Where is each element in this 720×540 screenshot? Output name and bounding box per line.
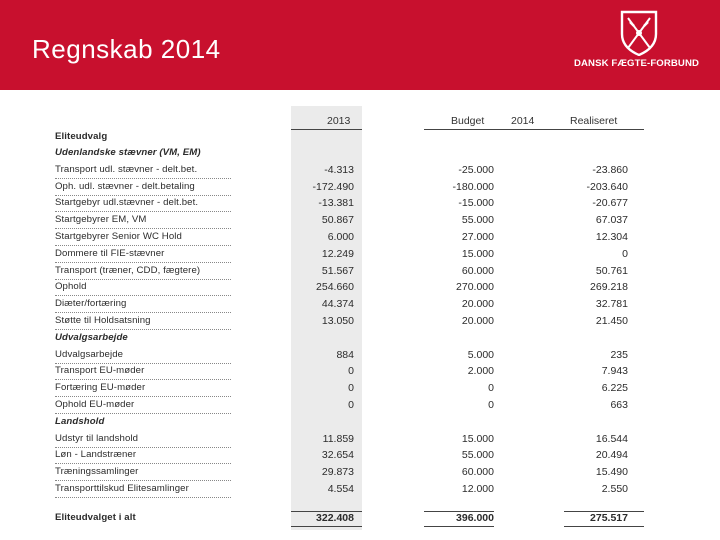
row-value-2013: 0 [348,399,354,411]
row-value-realized: 0 [622,247,628,260]
subsection-label: Udenlandske stævner (VM, EM) [55,147,201,158]
row-value-budget: -15.000 [458,197,494,210]
row-value-budget: 270.000 [456,281,494,294]
total-realized: 275.517 [590,512,628,524]
table-row [44,381,644,397]
row-value-budget: 55.000 [461,449,494,462]
row-value-2013: -172.490 [312,180,354,193]
subsection-label: Landshold [55,415,105,427]
row-value-budget: 27.000 [461,231,494,243]
row-value-2013: 32.654 [321,449,354,462]
row-value-2013: 4.554 [327,483,354,495]
row-value-budget: -180.000 [452,180,494,193]
row-value-budget: 20.000 [461,298,494,311]
row-value-2013: 13.050 [321,315,354,327]
row-value-realized: 21.450 [595,315,628,327]
row-value-2013: -4.313 [324,163,354,176]
row-label: Startgebyrer Senior WC Hold [55,231,182,242]
row-label: Udstyr til landshold [55,432,139,444]
row-label: Dommere til FIE-stævner [55,247,165,259]
subsection-heading [44,415,644,431]
row-value-realized: 20.494 [595,449,628,462]
row-value-budget: 12.000 [461,483,494,495]
row-value-budget: 0 [488,399,494,411]
row-value-realized: -23.860 [592,163,628,176]
row-label: Diæter/fortæring [55,298,127,310]
subsection-heading [44,331,644,347]
row-value-2013: 254.660 [316,281,354,294]
table-row [44,213,644,229]
row-divider [55,497,231,498]
row-label: Oph. udl. stævner - delt.betaling [55,180,195,192]
total-row [44,511,644,527]
section-heading [44,130,644,146]
row-label: Ophold [55,281,87,293]
table-row [44,180,644,196]
subsection-label: Udvalgsarbejde [55,331,128,343]
fencing-shield-logo-icon [616,8,662,56]
row-label: Støtte til Holdsatsning [55,315,151,326]
row-value-budget: 5.000 [467,348,494,361]
row-value-budget: 55.000 [461,214,494,227]
table-row [44,247,644,263]
table-row [44,163,644,179]
subsection-heading [44,146,644,162]
table-row [44,314,644,330]
row-label: Løn - Landstræner [55,449,137,461]
row-value-2013: 50.867 [321,214,354,227]
row-value-budget: 20.000 [461,315,494,327]
row-value-budget: 15.000 [461,432,494,445]
table-row [44,348,644,364]
row-value-realized: 67.037 [595,214,628,227]
table-row [44,482,644,498]
total-2013: 322.408 [316,512,354,524]
table-row [44,448,644,464]
total-label: Eliteudvalget i alt [55,512,136,523]
table-row [44,465,644,481]
row-value-budget: 2.000 [467,365,494,378]
row-label: Startgebyrer EM, VM [55,214,147,226]
row-value-realized: 269.218 [590,281,628,294]
row-value-realized: -203.640 [586,180,628,193]
table-row [44,364,644,380]
row-label: Transport (træner, CDD, fægtere) [55,264,201,276]
row-value-realized: 15.490 [595,466,628,479]
table-row [44,264,644,280]
row-value-realized: 7.943 [601,365,628,378]
row-value-2013: 0 [348,382,354,395]
slide-title: Regnskab 2014 [32,34,221,64]
total-double-rule-2013 [291,526,362,527]
row-value-budget: 0 [488,382,494,395]
row-value-2013: 0 [348,365,354,378]
header-2013: 2013 [327,115,351,127]
brand-name: DANSK FÆGTE-FORBUND [574,58,700,69]
row-label: Udvalgsarbejde [55,348,124,360]
row-value-realized: 16.544 [595,432,628,445]
row-label: Fortæring EU-møder [55,382,146,394]
row-label: Træningssamlinger [55,466,139,478]
row-value-budget: -25.000 [458,163,494,176]
row-label: Ophold EU-møder [55,399,135,410]
row-value-budget: 60.000 [461,264,494,277]
row-value-realized: 6.225 [601,382,628,395]
row-value-realized: 50.761 [595,264,628,277]
table-row [44,196,644,212]
section-heading-label: Eliteudvalg [55,131,108,142]
header-budget: Budget [451,115,485,127]
table-row [44,297,644,313]
row-value-2013: -13.381 [318,197,354,210]
row-value-realized: 663 [610,399,628,411]
row-value-2013: 884 [336,348,354,361]
table-row [44,280,644,296]
slide-header [0,0,720,90]
row-value-realized: 235 [610,348,628,361]
row-value-2013: 51.567 [321,264,354,277]
total-budget: 396.000 [456,512,494,524]
row-value-2013: 12.249 [321,247,354,260]
row-value-budget: 15.000 [461,247,494,260]
row-label: Transport udl. stævner - delt.bet. [55,163,198,175]
header-realiseret: Realiseret [570,115,618,127]
row-value-realized: 2.550 [601,483,628,495]
row-value-realized: -20.677 [592,197,628,210]
row-label: Transporttilskud Elitesamlinger [55,483,189,494]
row-value-budget: 60.000 [461,466,494,479]
table-row [44,432,644,448]
total-double-rule-budget [424,526,494,527]
table-row [44,230,644,246]
row-value-realized: 32.781 [595,298,628,311]
row-value-2013: 29.873 [321,466,354,479]
total-double-rule-real [564,526,644,527]
header-year: 2014 [511,115,535,127]
row-label: Startgebyr udl.stævner - delt.bet. [55,197,199,209]
row-value-realized: 12.304 [595,231,628,243]
row-value-2013: 11.859 [322,432,354,445]
budget-table [44,106,644,530]
row-value-2013: 6.000 [327,231,354,243]
row-value-2013: 44.374 [321,298,354,311]
table-row [44,398,644,414]
row-label: Transport EU-møder [55,365,145,377]
